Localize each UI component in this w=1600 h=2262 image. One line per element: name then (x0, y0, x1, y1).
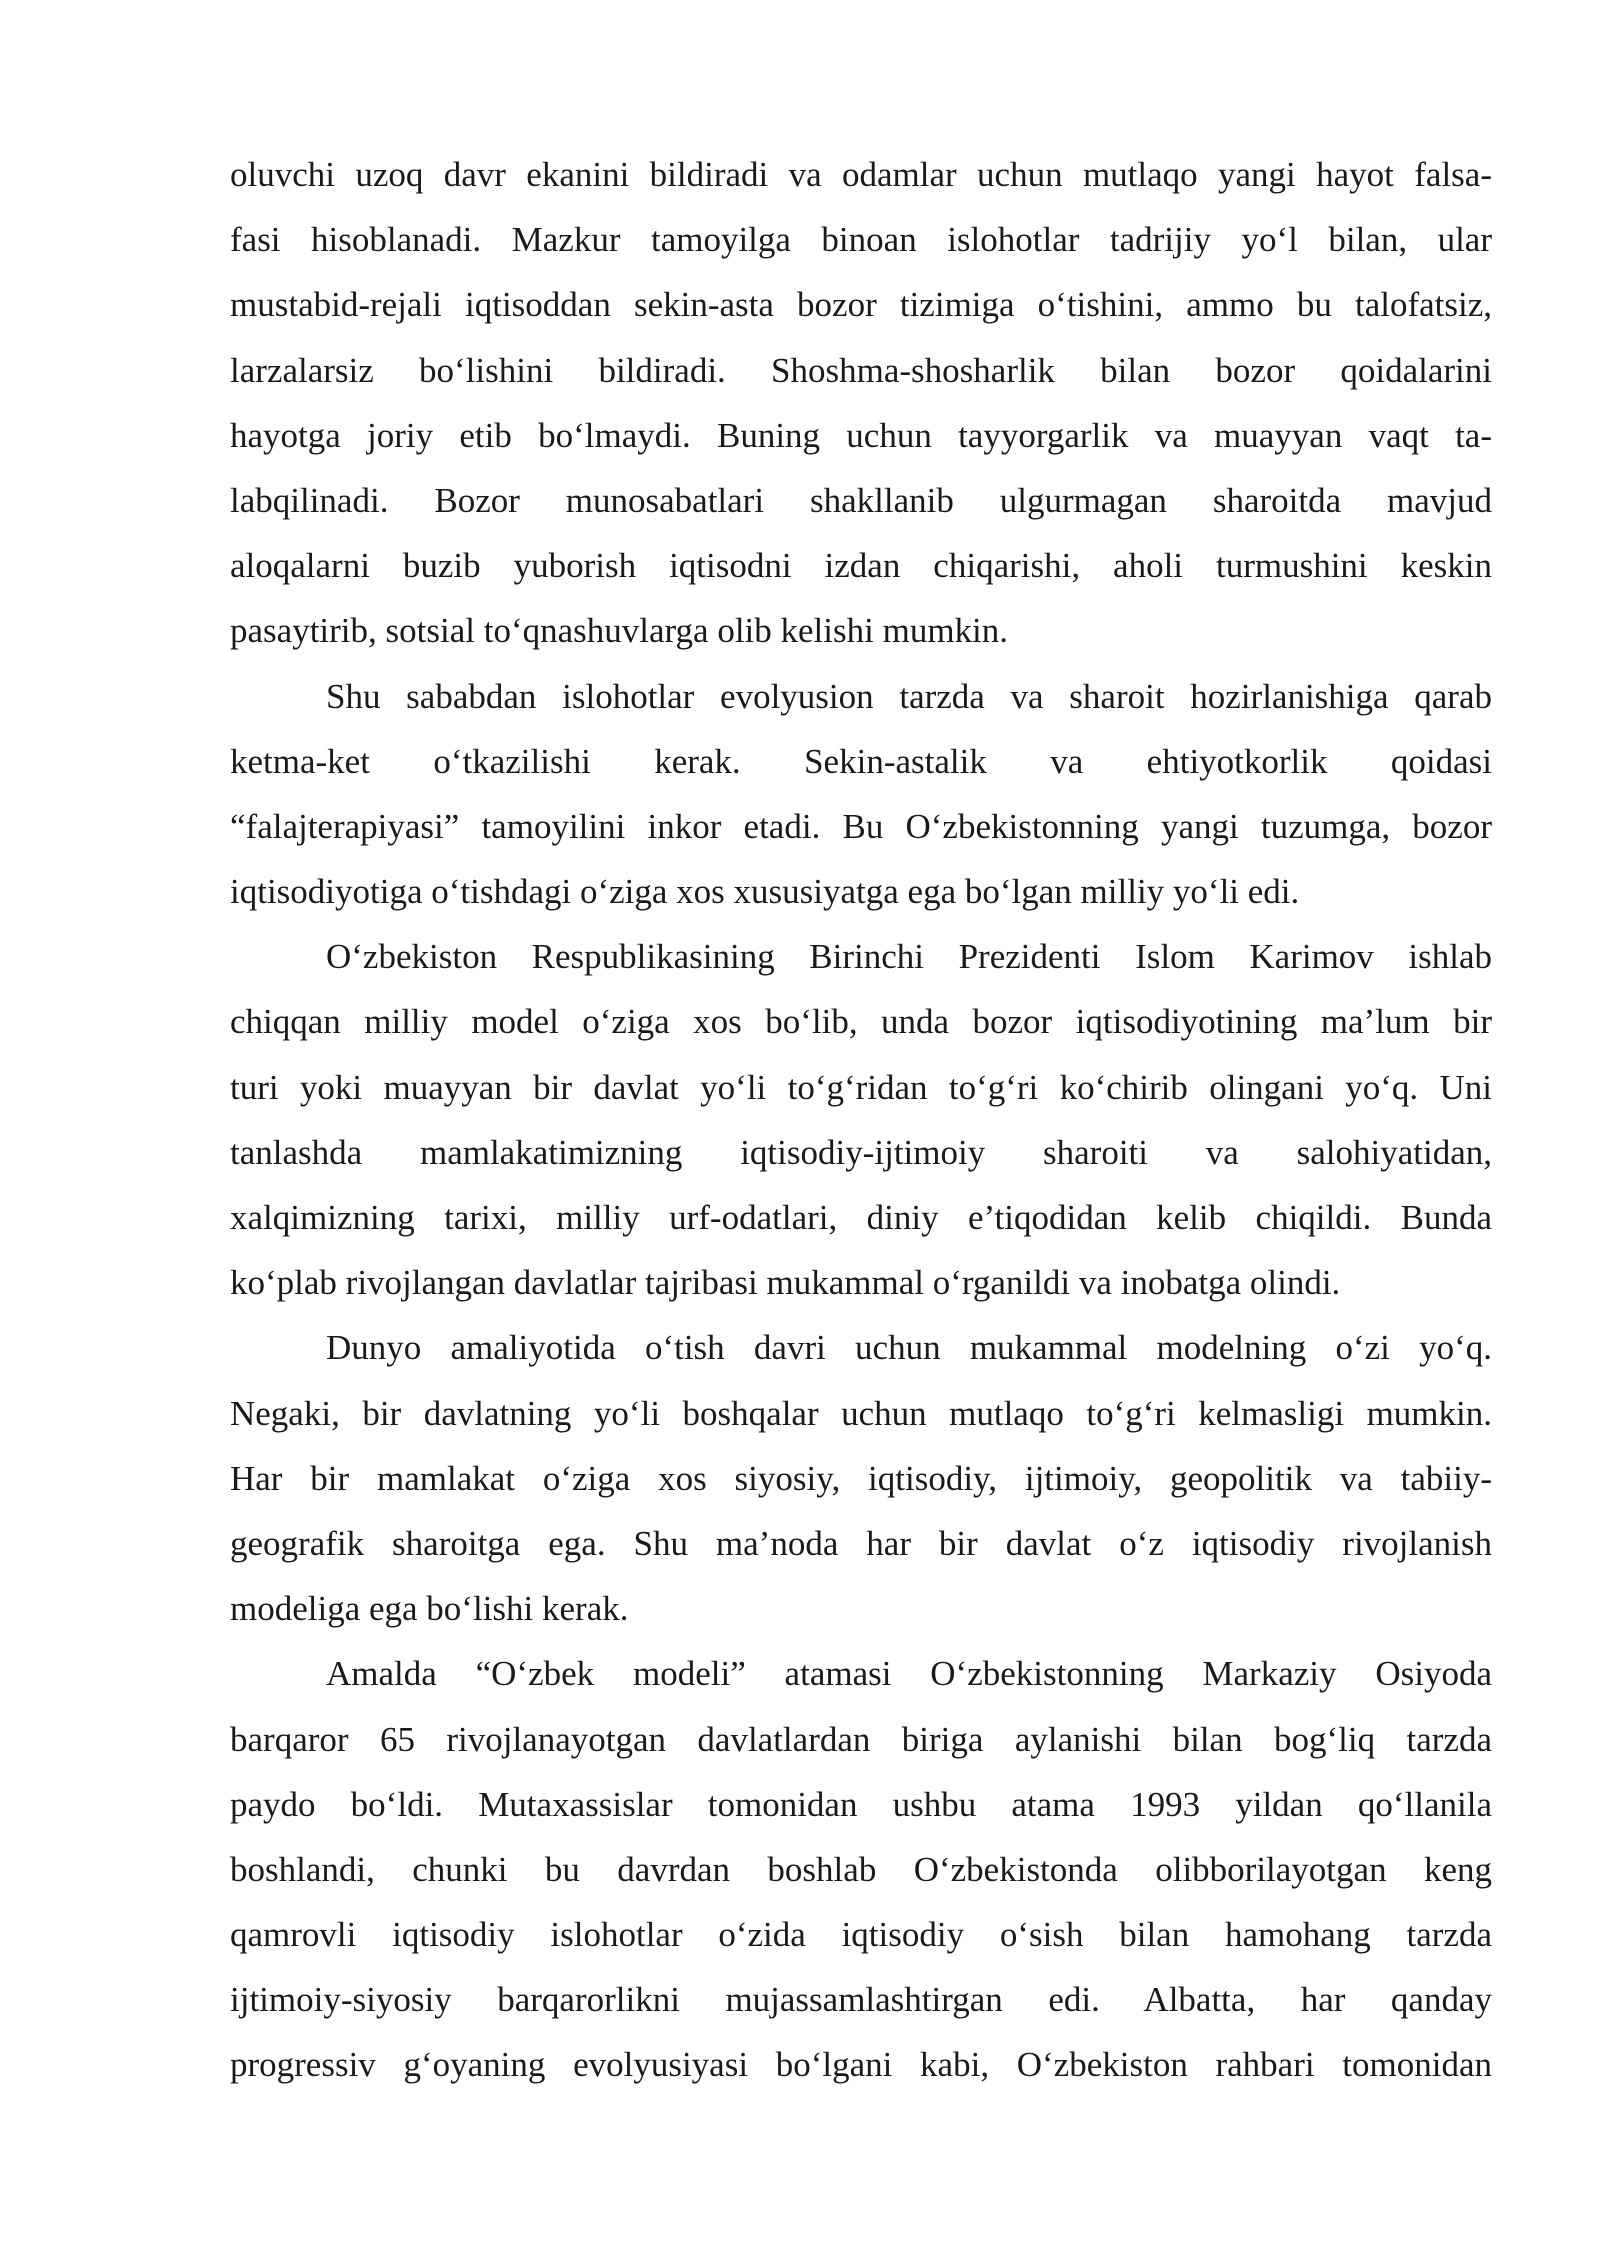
text-line (230, 924, 1492, 989)
text-line-content: iqtisodiyotiga o‘tishdagi o‘ziga xos xususiyatga ega bo‘lgan milliy yo‘li edi. (230, 872, 1300, 912)
text-line (230, 1837, 1492, 1902)
text-line-content: paydo bo‘ldi. Mutaxassislar tomonidan ushbu atama 1993 yildan qo‘llanila (230, 1784, 1492, 1824)
text-line-content: Har bir mamlakat o‘ziga xos siyosiy, iqtisodiy, ijtimoiy, geopolitik va tabiiy- (230, 1458, 1492, 1498)
text-line (230, 664, 1492, 729)
text-line-content: progressiv g‘oyaning evolyusiyasi bo‘lgani kabi, O‘zbekiston rahbari tomonidan (230, 2045, 1492, 2085)
text-line-content: boshlandi, chunki bu davrdan boshlab O‘zbekistonda olibborilayotgan keng (230, 1849, 1492, 1889)
text-line (230, 1381, 1492, 1446)
text-line-content: “falajterapiyasi” tamoyilini inkor etadi. Bu O‘zbekistonning yangi tuzumga, bozor (230, 806, 1492, 846)
text-line-content: aloqalarni buzib yuborish iqtisodni izdan chiqarishi, aholi turmushini keskin (230, 546, 1492, 586)
text-line (230, 403, 1492, 468)
text-line (230, 1641, 1492, 1706)
text-line-content: ijtimoiy-siyosiy barqarorlikni mujassamlashtirgan edi. Albatta, har qanday (230, 1980, 1492, 2020)
text-line (230, 468, 1492, 533)
text-line (230, 598, 1492, 663)
text-line (230, 794, 1492, 859)
text-line (230, 729, 1492, 794)
text-line-content: fasi hisoblanadi. Mazkur tamoyilga binoan islohotlar tadrijiy yo‘l bilan, ular (230, 220, 1492, 260)
text-line-content: pasaytirib, sotsial to‘qnashuvlarga olib kelishi mumkin. (230, 611, 1009, 651)
text-line (230, 1576, 1492, 1641)
text-line (230, 1055, 1492, 1120)
text-line (230, 1315, 1492, 1380)
text-line-content: xalqimizning tarixi, milliy urf-odatlari, diniy e’tiqodidan kelib chiqildi. Bunda (230, 1198, 1492, 1237)
paragraph (230, 924, 1492, 1315)
text-line (230, 1707, 1492, 1772)
text-line (230, 989, 1492, 1054)
text-line-content: barqaror 65 rivojlanayotgan davlatlardan biriga aylanishi bilan bog‘liq tarzda (230, 1719, 1492, 1759)
text-line (230, 1902, 1492, 1967)
text-line-content: geografik sharoitga ega. Shu ma’noda har bir davlat o‘z iqtisodiy rivojlanish (230, 1523, 1492, 1563)
text-line (230, 2032, 1492, 2097)
text-line-content: Negaki, bir davlatning yo‘li boshqalar uchun mutlaqo to‘g‘ri kelmasligi mumkin. (230, 1393, 1492, 1433)
text-line (230, 1120, 1492, 1185)
text-line (230, 533, 1492, 598)
text-line-content: Dunyo amaliyotida o‘tish davri uchun mukammal modelning o‘zi yo‘q. (326, 1328, 1492, 1368)
paragraph (230, 1315, 1492, 1641)
text-line-content: Amalda “O‘zbek modeli” atamasi O‘zbekistonning Markaziy Osiyoda (326, 1654, 1492, 1694)
text-line-content: qamrovli iqtisodiy islohotlar o‘zida iqtisodiy o‘sish bilan hamohang tarzda (230, 1915, 1492, 1955)
paragraph (230, 142, 1492, 664)
text-line (230, 142, 1492, 207)
text-line-content: mustabid-rejali iqtisoddan sekin-asta bozor tizimiga o‘tishini, ammo bu talofatsiz, (230, 285, 1492, 325)
text-line-content: chiqqan milliy model o‘ziga xos bo‘lib, unda bozor iqtisodiyotining ma’lum bir (230, 1002, 1492, 1042)
text-line (230, 1511, 1492, 1576)
text-line (230, 859, 1492, 924)
text-line (230, 1250, 1492, 1315)
text-line (230, 207, 1492, 272)
document-body (230, 142, 1492, 2098)
paragraph (230, 1641, 1492, 2097)
text-line-content: ko‘plab rivojlangan davlatlar tajribasi mukammal o‘rganildi va inobatga olindi. (230, 1263, 1341, 1303)
text-line (230, 338, 1492, 403)
text-line-content: turi yoki muayyan bir davlat yo‘li to‘g‘ridan to‘g‘ri ko‘chirib olingani yo‘q. Uni (230, 1067, 1492, 1107)
text-line-content: O‘zbekiston Respublikasining Birinchi Prezidenti Islom Karimov ishlab (326, 937, 1492, 977)
text-line (230, 1967, 1492, 2032)
text-line (230, 1772, 1492, 1837)
text-line-content: ketma-ket o‘tkazilishi kerak. Sekin-astalik va ehtiyotkorlik qoidasi (230, 741, 1492, 781)
paragraph (230, 664, 1492, 925)
text-line-content: larzalarsiz bo‘lishini bildiradi. Shoshma-shosharlik bilan bozor qoidalarini (230, 350, 1492, 390)
text-line-content: hayotga joriy etib bo‘lmaydi. Buning uchun tayyorgarlik va muayyan vaqt ta- (230, 415, 1492, 455)
text-line-content: modeliga ega bo‘lishi kerak. (230, 1589, 629, 1629)
text-line-content: labqilinadi. Bozor munosabatlari shakllanib ulgurmagan sharoitda mavjud (230, 480, 1492, 520)
text-line (230, 1185, 1492, 1250)
text-line-content: Shu sababdan islohotlar evolyusion tarzda va sharoit hozirlanishiga qarab (326, 676, 1492, 716)
text-line (230, 272, 1492, 337)
text-line-content: oluvchi uzoq davr ekanini bildiradi va odamlar uchun mutlaqo yangi hayot falsa- (230, 155, 1492, 194)
text-line (230, 1446, 1492, 1511)
text-line-content: tanlashda mamlakatimizning iqtisodiy-ijtimoiy sharoiti va salohiyatidan, (230, 1132, 1492, 1172)
